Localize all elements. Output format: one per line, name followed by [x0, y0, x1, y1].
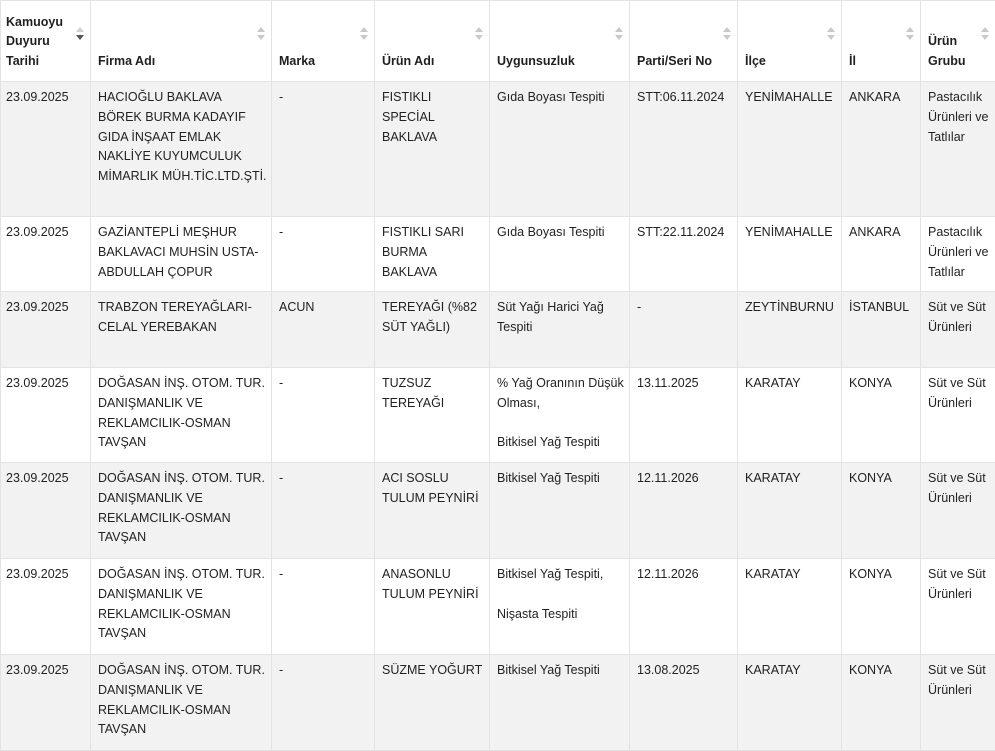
column-header-label: Kamuoyu Duyuru Tarihi — [6, 15, 63, 69]
cell-product: FISTIKLI SARI BURMA BAKLAVA — [375, 217, 490, 292]
issue-text: Gıda Boyası Tespiti — [497, 88, 625, 108]
cell-brand: ACUN — [272, 292, 375, 368]
cell-date: 23.09.2025 — [1, 559, 91, 655]
cell-issues — [490, 82, 630, 217]
cell-district: YENİMAHALLE — [738, 217, 842, 292]
cell-firm: DOĞASAN İNŞ. OTOM. TUR. DANIŞMANLIK VE REKLAMCILIK-OSMAN TAVŞAN — [91, 655, 272, 751]
cell-group: Pastacılık Ürünleri ve Tatlılar — [921, 217, 995, 292]
cell-brand: - — [272, 655, 375, 751]
column-header-firm-name[interactable] — [91, 1, 272, 82]
column-header-product-name[interactable] — [375, 1, 490, 82]
cell-district: YENİMAHALLE — [738, 82, 842, 217]
cell-product: FISTIKLI SPECİAL BAKLAVA — [375, 82, 490, 217]
cell-district: ZEYTİNBURNU — [738, 292, 842, 368]
sort-icon[interactable] — [723, 27, 731, 43]
cell-brand: - — [272, 559, 375, 655]
cell-date: 23.09.2025 — [1, 655, 91, 751]
issue-text: Bitkisel Yağ Tespiti — [497, 661, 625, 681]
cell-date: 23.09.2025 — [1, 82, 91, 217]
cell-group: Süt ve Süt Ürünleri — [921, 292, 995, 368]
cell-brand: - — [272, 217, 375, 292]
cell-firm: TRABZON TEREYAĞLARI-CELAL YEREBAKAN — [91, 292, 272, 368]
column-header-label: İlçe — [745, 54, 766, 68]
cell-group: Süt ve Süt Ürünleri — [921, 559, 995, 655]
cell-brand: - — [272, 368, 375, 463]
cell-province: KONYA — [842, 655, 921, 751]
cell-firm: DOĞASAN İNŞ. OTOM. TUR. DANIŞMANLIK VE REKLAMCILIK-OSMAN TAVŞAN — [91, 368, 272, 463]
cell-issues — [490, 655, 630, 751]
cell-firm: DOĞASAN İNŞ. OTOM. TUR. DANIŞMANLIK VE REKLAMCILIK-OSMAN TAVŞAN — [91, 463, 272, 559]
table-header-row — [1, 1, 995, 82]
cell-batch: 12.11.2026 — [630, 559, 738, 655]
column-header-label: Firma Adı — [98, 54, 155, 68]
sort-icon[interactable] — [906, 27, 914, 43]
column-header-label: Ürün Grubu — [928, 34, 966, 68]
column-header-nonconformity[interactable] — [490, 1, 630, 82]
cell-product: SÜZME YOĞURT — [375, 655, 490, 751]
cell-date: 23.09.2025 — [1, 368, 91, 463]
cell-batch: 13.08.2025 — [630, 655, 738, 751]
column-header-brand[interactable] — [272, 1, 375, 82]
cell-province: ANKARA — [842, 82, 921, 217]
column-header-label: Ürün Adı — [382, 54, 434, 68]
cell-date: 23.09.2025 — [1, 292, 91, 368]
sort-icon[interactable] — [981, 27, 989, 43]
column-header-label: Uygunsuzluk — [497, 54, 575, 68]
cell-group: Süt ve Süt Ürünleri — [921, 368, 995, 463]
cell-batch: STT:22.11.2024 — [630, 217, 738, 292]
column-header-batch-no[interactable] — [630, 1, 738, 82]
cell-group: Süt ve Süt Ürünleri — [921, 463, 995, 559]
table-row — [1, 655, 995, 751]
sort-icon[interactable] — [615, 27, 623, 43]
cell-brand: - — [272, 82, 375, 217]
cell-product: ACI SOSLU TULUM PEYNİRİ — [375, 463, 490, 559]
cell-issues — [490, 559, 630, 655]
cell-batch: 13.11.2025 — [630, 368, 738, 463]
cell-issues — [490, 368, 630, 463]
cell-district: KARATAY — [738, 655, 842, 751]
issue-text: Bitkisel Yağ Tespiti, — [497, 565, 625, 585]
column-header-province[interactable] — [842, 1, 921, 82]
table-row — [1, 292, 995, 368]
cell-batch: STT:06.11.2024 — [630, 82, 738, 217]
column-header-product-group[interactable] — [921, 1, 995, 82]
table-row — [1, 463, 995, 559]
column-header-announcement-date[interactable] — [1, 1, 91, 82]
cell-product: TEREYAĞI (%82 SÜT YAĞLI) — [375, 292, 490, 368]
table-row — [1, 559, 995, 655]
sort-desc-icon[interactable] — [76, 27, 84, 43]
cell-firm: HACIOĞLU BAKLAVA BÖREK BURMA KADAYIF GIDA İNŞAAT EMLAK NAKLİYE KUYUMCULUK MİMARLIK MÜH.TİC.LTD.ŞTİ. — [91, 82, 272, 217]
issue-text: Gıda Boyası Tespiti — [497, 223, 625, 243]
sort-icon[interactable] — [827, 27, 835, 43]
sort-icon[interactable] — [475, 27, 483, 43]
table-row — [1, 217, 995, 292]
column-header-label: Marka — [279, 54, 315, 68]
issue-text: Bitkisel Yağ Tespiti — [497, 433, 625, 453]
column-header-district[interactable] — [738, 1, 842, 82]
sort-icon[interactable] — [257, 27, 265, 43]
issue-text: % Yağ Oranının Düşük Olması, — [497, 374, 625, 414]
cell-province: ANKARA — [842, 217, 921, 292]
cell-district: KARATAY — [738, 559, 842, 655]
cell-issues — [490, 292, 630, 368]
cell-product: ANASONLU TULUM PEYNİRİ — [375, 559, 490, 655]
cell-district: KARATAY — [738, 368, 842, 463]
table-row — [1, 82, 995, 217]
cell-province: KONYA — [842, 463, 921, 559]
issue-text: Bitkisel Yağ Tespiti — [497, 469, 625, 489]
cell-group: Süt ve Süt Ürünleri — [921, 655, 995, 751]
table-row — [1, 368, 995, 463]
sort-icon[interactable] — [360, 27, 368, 43]
cell-date: 23.09.2025 — [1, 217, 91, 292]
issue-text: Nişasta Tespiti — [497, 605, 625, 625]
cell-issues — [490, 463, 630, 559]
cell-firm: GAZİANTEPLİ MEŞHUR BAKLAVACI MUHSİN USTA-ABDULLAH ÇOPUR — [91, 217, 272, 292]
cell-date: 23.09.2025 — [1, 463, 91, 559]
cell-product: TUZSUZ TEREYAĞI — [375, 368, 490, 463]
column-header-label: İl — [849, 54, 856, 68]
cell-province: İSTANBUL — [842, 292, 921, 368]
column-header-label: Parti/Seri No — [637, 54, 712, 68]
cell-firm: DOĞASAN İNŞ. OTOM. TUR. DANIŞMANLIK VE REKLAMCILIK-OSMAN TAVŞAN — [91, 559, 272, 655]
cell-province: KONYA — [842, 559, 921, 655]
cell-group: Pastacılık Ürünleri ve Tatlılar — [921, 82, 995, 217]
cell-batch: - — [630, 292, 738, 368]
cell-brand: - — [272, 463, 375, 559]
issue-text: Süt Yağı Harici Yağ Tespiti — [497, 298, 625, 338]
cell-province: KONYA — [842, 368, 921, 463]
cell-batch: 12.11.2026 — [630, 463, 738, 559]
cell-issues — [490, 217, 630, 292]
cell-district: KARATAY — [738, 463, 842, 559]
